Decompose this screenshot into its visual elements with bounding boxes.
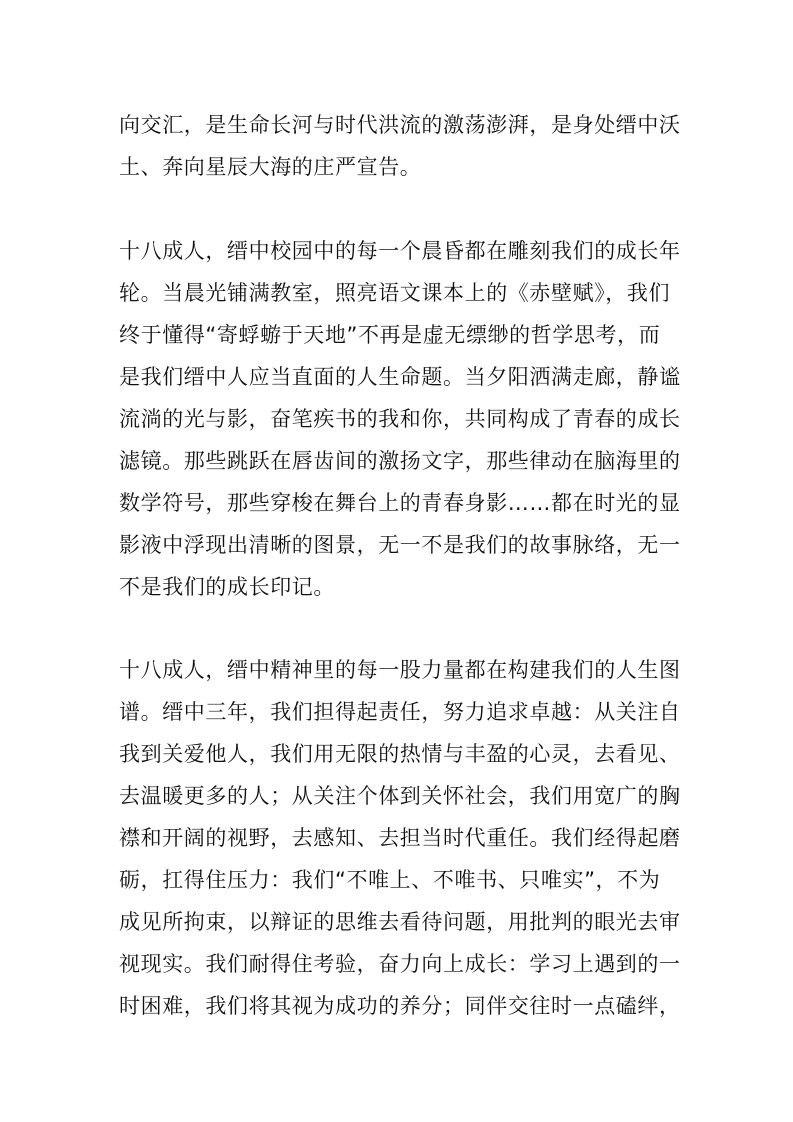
text-line: 终于懂得“寄蜉蝣于天地”不再是虚无缥缈的哲学思考，而 <box>119 323 661 347</box>
text-line: 时困难，我们将其视为成功的养分；同伴交往时一点磕绊， <box>119 994 681 1018</box>
text-line: 土、奔向星辰大海的庄严宣告。 <box>119 155 422 179</box>
text-line: 我到关爱他人，我们用无限的热情与丰盈的心灵，去看见、 <box>119 742 681 766</box>
text-line: 视现实。我们耐得住考验，奋力向上成长：学习上遇到的一 <box>119 952 681 976</box>
text-line: 成见所拘束，以辩证的思维去看待问题，用批判的眼光去审 <box>119 910 681 934</box>
text-line: 影液中浮现出清晰的图景，无一不是我们的故事脉络，无一 <box>119 533 681 557</box>
text-line: 去温暖更多的人；从关注个体到关怀社会，我们用宽广的胸 <box>119 784 681 808</box>
text-line: 数学符号，那些穿梭在舞台上的青春身影……都在时光的显 <box>119 491 681 515</box>
text-line: 十八成人，缙中校园中的每一个晨昏都在雕刻我们的成长年 <box>119 239 681 263</box>
text-line: 谱。缙中三年，我们担得起责任，努力追求卓越：从关注自 <box>119 700 681 724</box>
text-line: 不是我们的成长印记。 <box>119 575 335 599</box>
text-line: 向交汇，是生命长河与时代洪流的激荡澎湃，是身处缙中沃 <box>119 113 681 137</box>
text-line: 滤镜。那些跳跃在唇齿间的激扬文字，那些律动在脑海里的 <box>119 449 681 473</box>
text-line: 轮。当晨光铺满教室，照亮语文课本上的《赤壁赋》，我们 <box>119 281 671 305</box>
text-line: 十八成人，缙中精神里的每一股力量都在构建我们的人生图 <box>119 658 681 682</box>
text-line: 是我们缙中人应当直面的人生命题。当夕阳洒满走廊，静谧 <box>119 365 681 389</box>
text-line: 襟和开阔的视野，去感知、去担当时代重任。我们经得起磨 <box>119 826 681 850</box>
text-line: 流淌的光与影，奋笔疾书的我和你，共同构成了青春的成长 <box>119 407 681 431</box>
text-line: 砺，扛得住压力：我们“不唯上、不唯书、只唯实”，不为 <box>119 868 661 892</box>
